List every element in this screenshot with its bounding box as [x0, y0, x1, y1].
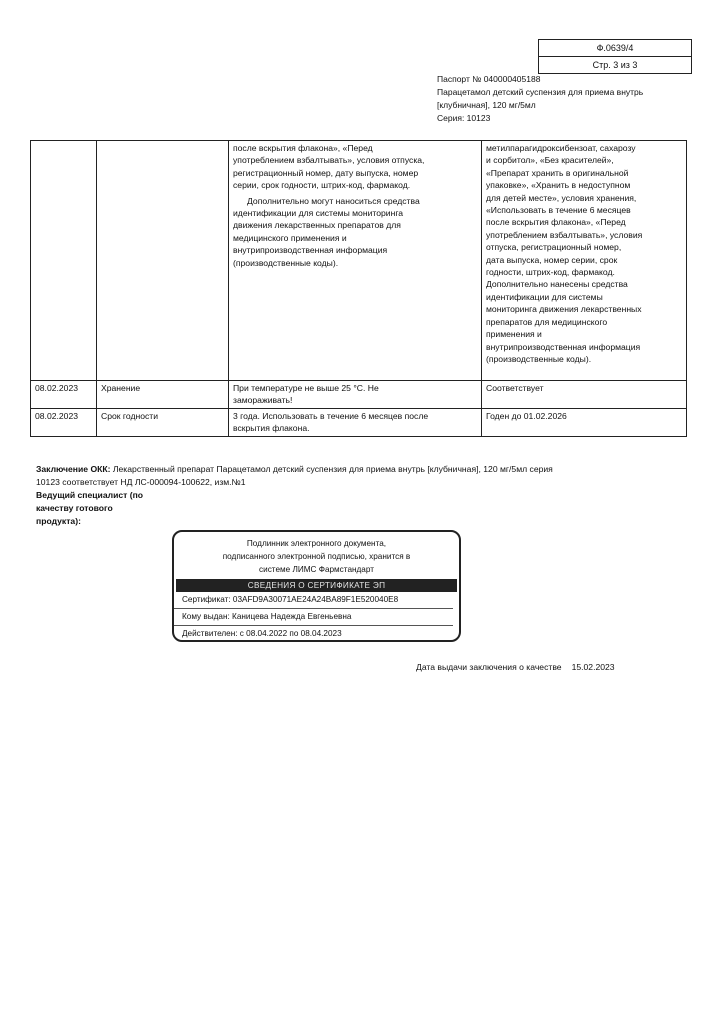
- specialist-line: продукта):: [36, 516, 81, 526]
- requirement-cell: [229, 381, 482, 409]
- result-line: «Использовать в течение 6 месяцев: [486, 205, 631, 216]
- certificate-number: Сертификат: 03AFD9A30071AE24A24BA89F1E520040E8: [174, 592, 453, 609]
- requirement-line: При температуре не выше 25 °С. Не: [233, 383, 379, 393]
- qc-conclusion: [36, 463, 616, 489]
- result-line: после вскрытия флакона», «Перед: [486, 217, 626, 228]
- requirement-line: 3 года. Использовать в течение 6 месяцев после: [233, 410, 429, 421]
- result-cell: Годен до 01.02.2026: [482, 408, 687, 436]
- series-number: Серия: 10123: [437, 113, 491, 123]
- requirement-line: употреблением взбалтывать», условия отпуска,: [233, 155, 425, 166]
- result-line: для детей месте», условия хранения,: [486, 192, 637, 203]
- requirement-line: Дополнительно могут наноситься средства: [247, 195, 420, 206]
- page-number: Стр. 3 из 3: [539, 56, 691, 73]
- table-row-storage: [31, 381, 687, 409]
- conclusion-label: Заключение ОКК:: [36, 464, 111, 474]
- product-name-line2: [клубничная], 120 мг/5мл: [437, 100, 536, 110]
- specialist-label: [36, 489, 146, 528]
- indicator-cell: Срок годности: [97, 408, 229, 436]
- conclusion-issue-date: [416, 662, 615, 672]
- quality-results-table: [30, 140, 687, 437]
- result-line: мониторинга движения лекарственных: [486, 304, 642, 315]
- requirement-cell: [229, 141, 482, 381]
- result-line: метилпарагидроксибензоат, сахарозу: [486, 143, 636, 153]
- form-code: Ф.0639/4: [596, 43, 634, 53]
- requirement-line: после вскрытия флакона», «Перед: [233, 143, 373, 153]
- result-cell: [482, 141, 687, 381]
- issue-date-value: 15.02.2023: [571, 662, 615, 672]
- table-row-continued: [31, 141, 687, 381]
- date-cell: 08.02.2023: [31, 408, 97, 436]
- requirement-line: внутрипроизводственная информация: [233, 245, 388, 256]
- requirement-line: регистрационный номер, дату выпуска, номер: [233, 167, 419, 178]
- specialist-line: качеству готового: [36, 503, 113, 513]
- stamp-header-line: Подлинник электронного документа,: [246, 539, 387, 548]
- requirement-line: медицинского применения и: [233, 232, 347, 243]
- result-cell: Соответствует: [482, 381, 687, 409]
- result-line: Дополнительно нанесены средства: [486, 279, 628, 290]
- specialist-line: Ведущий специалист (по: [36, 490, 144, 500]
- result-line: «Препарат хранить в оригинальной: [486, 167, 629, 178]
- requirement-line: замораживать!: [233, 395, 293, 406]
- certificate-validity: Действителен: с 08.04.2022 по 08.04.2023: [182, 629, 342, 638]
- certificate-issued-to: Кому выдан: Каницева Надежда Евгеньевна: [174, 609, 453, 626]
- date-cell: [31, 141, 97, 381]
- passport-header: [437, 73, 697, 125]
- conclusion-text-line2: 10123 соответствует НД ЛС-000094-100622, изм.№1: [36, 477, 246, 487]
- requirement-line: серии, срок годности, штрих-код, фармакод.: [233, 180, 411, 191]
- requirement-line: вскрытия флакона.: [233, 423, 310, 434]
- certificate-info-bar: СВЕДЕНИЯ О СЕРТИФИКАТЕ ЭП: [176, 579, 457, 592]
- result-line: препаратов для медицинского: [486, 316, 608, 327]
- stamp-header: [174, 532, 459, 579]
- result-line: дата выпуска, номер серии, срок: [486, 254, 618, 265]
- result-line: упаковке», «Хранить в недоступном: [486, 180, 631, 191]
- passport-number: Паспорт № 040000405188: [437, 74, 541, 84]
- form-code-box: [538, 39, 692, 74]
- product-name-line1: Парацетамол детский суспензия для приема внутрь: [437, 87, 644, 97]
- result-line: (производственные коды).: [486, 353, 592, 364]
- requirement-line: движения лекарственных препаратов для: [233, 220, 401, 231]
- conclusion-text: Лекарственный препарат Парацетамол детский суспензия для приема внутрь [клубничная], 120 мг/5мл серия: [110, 464, 553, 474]
- requirement-cell: [229, 408, 482, 436]
- indicator-cell: Хранение: [97, 381, 229, 409]
- requirement-line: идентификации для системы мониторинга: [233, 208, 404, 219]
- result-line: отпуска, регистрационный номер,: [486, 242, 622, 253]
- result-line: и сорбитол», «Без красителей»,: [486, 155, 614, 166]
- requirement-line: (производственные коды).: [233, 257, 339, 268]
- table-row-shelf-life: [31, 408, 687, 436]
- result-line: годности, штрих-код, фармакод.: [486, 267, 615, 278]
- indicator-cell: [97, 141, 229, 381]
- result-line: идентификации для системы: [486, 291, 603, 302]
- date-cell: 08.02.2023: [31, 381, 97, 409]
- issue-date-label: Дата выдачи заключения о качестве: [416, 662, 562, 672]
- stamp-header-line: системе ЛИМС Фармстандарт: [259, 565, 374, 574]
- electronic-signature-stamp: [172, 530, 461, 642]
- result-line: применения и: [486, 329, 542, 340]
- result-line: внутрипроизводственная информация: [486, 341, 641, 352]
- result-line: употреблением взбалтывать», условия: [486, 229, 643, 240]
- stamp-header-line: подписанного электронной подписью, хранится в: [222, 552, 411, 561]
